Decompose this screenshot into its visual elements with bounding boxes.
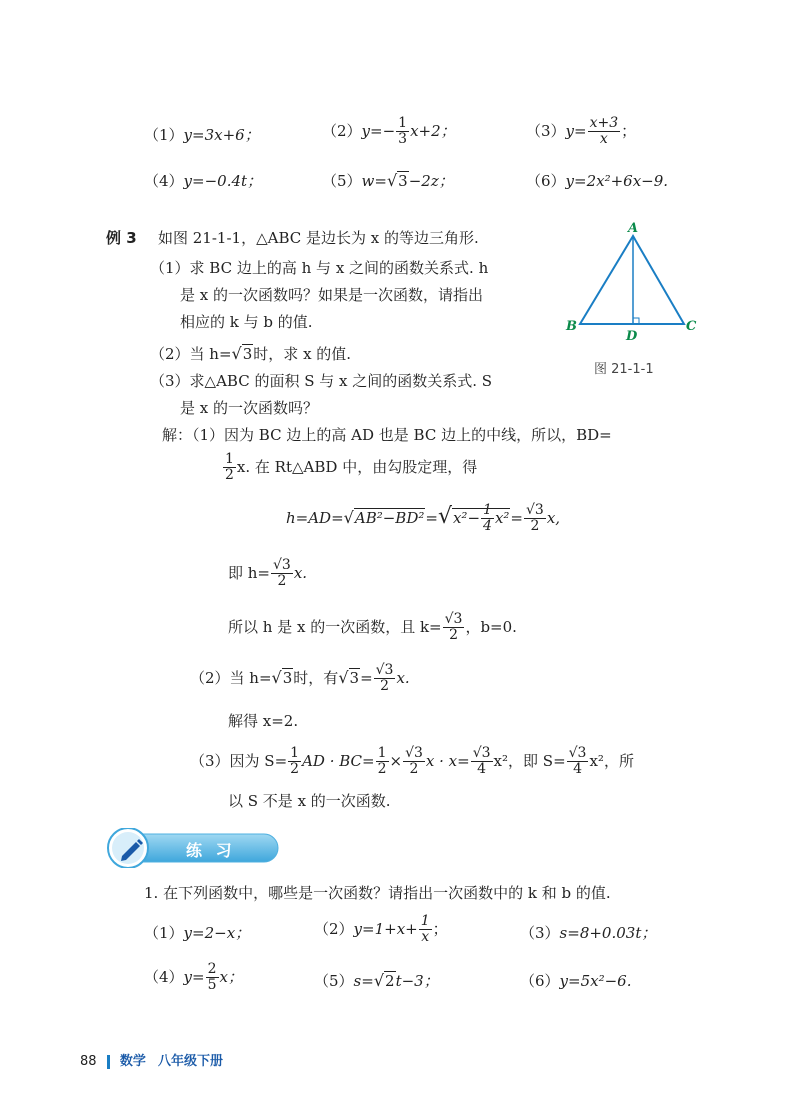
label-b: B bbox=[566, 319, 577, 334]
footer-divider bbox=[107, 1055, 110, 1069]
triangle-figure bbox=[560, 220, 710, 350]
practice-item-4: （4）y= $\frac{2}{5}$ x； bbox=[144, 961, 243, 994]
solution-2-result: 解得 x=2. bbox=[228, 712, 299, 730]
example-q2: （2）当 h=√3时，求 x 的值. bbox=[150, 344, 352, 363]
practice-item-6: （6）y=5x²−6. bbox=[520, 972, 632, 990]
practice-item-3: （3）s=8+0.03t； bbox=[520, 924, 657, 942]
solution-1-equation: h=AD=√AB²−BD²=√x²− $\frac{1}{4}$ x²= $\frac{√3}{2}$ x, bbox=[286, 502, 561, 535]
example-intro: 如图 21-1-1，△ABC 是边长为 x 的等边三角形. bbox=[158, 229, 479, 247]
label-c: C bbox=[686, 319, 697, 334]
footer bbox=[80, 1050, 223, 1069]
triangle-abc bbox=[580, 236, 684, 324]
example-q3-line2: 是 x 的一次函数吗？ bbox=[180, 399, 318, 417]
solution-3-line2: 以 S 不是 x 的一次函数. bbox=[228, 792, 391, 810]
practice-title: 练 习 bbox=[186, 841, 236, 860]
label-a: A bbox=[628, 221, 639, 236]
practice-banner bbox=[104, 828, 280, 868]
item-5: （5）w=√3−2z； bbox=[322, 171, 454, 190]
solution-2: （2）当 h=√3时，有√3= $\frac{√3}{2}$ x. bbox=[190, 662, 410, 695]
item-2: （2）y=− $\frac{1}{3}$ x+2； bbox=[322, 115, 456, 148]
item-3: （3）y= $\frac{x+3}{x}$ ； bbox=[526, 115, 637, 148]
figure-caption: 图 21-1-1 bbox=[594, 362, 654, 377]
example-q3-line1: （3）求△ABC 的面积 S 与 x 之间的函数关系式. S bbox=[150, 372, 493, 390]
solution-1-line1: 解：（1）因为 BC 边上的高 AD 也是 BC 边上的中线，所以，BD= bbox=[162, 426, 612, 444]
example-label: 例 3 bbox=[106, 229, 137, 247]
practice-item-2: （2）y=1+x+ $\frac{1}{x}$ ； bbox=[314, 913, 448, 946]
example-q1-line1: （1）求 BC 边上的高 h 与 x 之间的函数关系式. h bbox=[150, 259, 489, 277]
practice-item-1: （1）y=2−x； bbox=[144, 924, 251, 942]
solution-3-line1: （3）因为 S= $\frac{1}{2}$ AD · BC= $\frac{1}{2}$ × $\frac{√3}{2}$ x · x= $\frac{√3}{4}$ x²，即 S= $\frac{√3}{4}$ x²，所 bbox=[190, 745, 634, 778]
page-number: 88 bbox=[80, 1054, 97, 1069]
example-q1-line3: 相应的 k 与 b 的值. bbox=[180, 313, 313, 331]
label-d: D bbox=[626, 329, 638, 344]
solution-1-line2: $\frac{1}{2}$ x. 在 Rt△ABD 中，由勾股定理，得 bbox=[225, 451, 478, 484]
item-1: （1）y=3x+6； bbox=[144, 126, 260, 144]
footer-subject: 数学 bbox=[119, 1054, 146, 1069]
item-6: （6）y=2x²+6x−9. bbox=[526, 172, 669, 190]
practice-item-5: （5）s=√2t−3； bbox=[314, 971, 439, 990]
example-q1-line2: 是 x 的一次函数吗？如果是一次函数，请指出 bbox=[180, 286, 483, 304]
item-4: （4）y=−0.4t； bbox=[144, 172, 263, 190]
pencil-icon bbox=[114, 832, 146, 864]
practice-question: 1. 在下列函数中，哪些是一次函数？请指出一次函数中的 k 和 b 的值. bbox=[144, 884, 611, 902]
footer-grade: 八年级下册 bbox=[157, 1054, 223, 1069]
solution-1-conclusion: 所以 h 是 x 的一次函数，且 k= $\frac{√3}{2}$ ，b=0. bbox=[228, 611, 517, 644]
solution-1-ji: 即 h= $\frac{√3}{2}$ x. bbox=[228, 557, 308, 590]
